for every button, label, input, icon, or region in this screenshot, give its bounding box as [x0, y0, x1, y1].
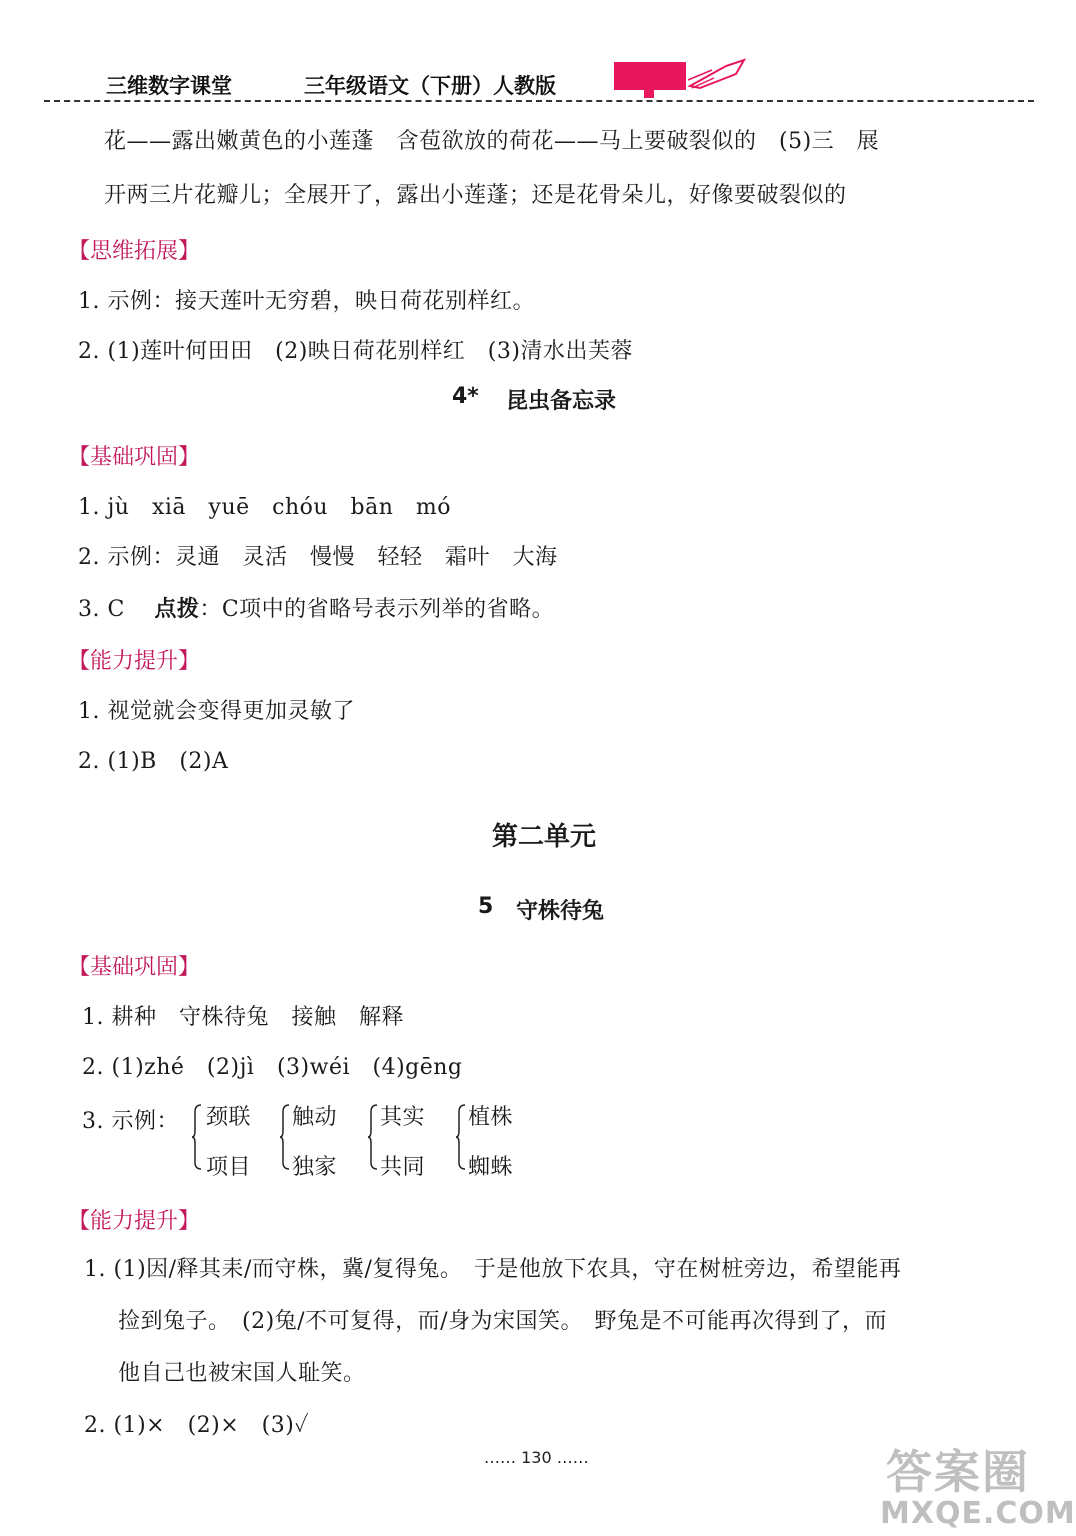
answer-line	[78, 592, 554, 623]
section-heading-ability: 【能力提升】	[68, 1209, 201, 1234]
word-pair-bottom: 项目	[206, 1155, 252, 1180]
header-book-title: 三年级语文（下册）人教版	[304, 74, 556, 98]
word-pair-bottom: 共同	[380, 1155, 426, 1180]
section-heading-thinking: 【思维拓展】	[68, 239, 201, 264]
word-pair-top: 颈联	[206, 1105, 252, 1130]
page-number: …… 130 ……	[484, 1448, 589, 1467]
monitor-logo-icon	[614, 62, 686, 90]
answer-line: 2. (1)莲叶何田田 (2)映日荷花别样红 (3)清水出芙蓉	[78, 339, 633, 364]
answer-line: 花——露出嫩黄色的小莲蓬 含苞欲放的荷花——马上要破裂似的 (5)三 展	[104, 129, 880, 154]
answer-line: 他自己也被宋国人耻笑。	[118, 1361, 366, 1386]
lesson-number: 4*	[452, 384, 479, 409]
monitor-stand-icon	[644, 90, 654, 98]
lesson-number: 5	[478, 894, 494, 919]
answer-line: 1. 耕种 守株待兔 接触 解释	[82, 1005, 404, 1030]
header-series-title: 三维数字课堂	[106, 74, 232, 98]
section-heading-basics: 【基础巩固】	[68, 955, 201, 980]
unit-title: 第二单元	[492, 822, 597, 852]
answer-line: 2. 示例：灵通 灵活 慢慢 轻轻 霜叶 大海	[78, 545, 558, 570]
brace-icon	[456, 1104, 466, 1170]
answer-line: 2. (1)B (2)A	[78, 749, 229, 774]
lesson-title: 守株待兔	[516, 899, 605, 924]
word-pair-top: 触动	[292, 1105, 338, 1130]
answer-line: 开两三片花瓣儿；全展开了，露出小莲蓬；还是花骨朵儿，好像要破裂似的	[104, 183, 847, 208]
hint-label: 点拨	[154, 597, 200, 622]
answer-line: 1. 示例：接天莲叶无穷碧，映日荷花别样红。	[78, 289, 535, 314]
answer-line: 1. jù xiā yuē chóu bān mó	[78, 495, 452, 520]
brace-icon	[368, 1104, 378, 1170]
answer-line: 1. (1)因/释其耒/而守株，冀/复得兔。 于是他放下农具，守在树桩旁边，希望能再	[84, 1257, 902, 1282]
watermark-logo: 答案圈	[886, 1445, 1030, 1499]
watermark-url: MXQE.COM	[880, 1496, 1076, 1531]
answer-line: 3. 示例：	[82, 1109, 179, 1134]
answer-line: 捡到兔子。 (2)兔/不可复得，而/身为宋国笑。 野兔是不可能再次得到了，而	[118, 1309, 887, 1334]
word-pair-bottom: 独家	[292, 1155, 338, 1180]
brace-icon	[280, 1104, 290, 1170]
word-pair-top: 植株	[468, 1105, 514, 1130]
section-heading-basics: 【基础巩固】	[68, 445, 201, 470]
rocket-icon	[686, 56, 748, 90]
answer-line: 2. (1)zhé (2)jì (3)wéi (4)gēng	[82, 1055, 463, 1080]
word-pair-top: 其实	[380, 1105, 426, 1130]
header-divider	[44, 100, 1034, 102]
answer-line: 1. 视觉就会变得更加灵敏了	[78, 699, 355, 724]
lesson-title: 昆虫备忘录	[506, 389, 617, 414]
hint-text: ：C项中的省略号表示列举的省略。	[199, 597, 555, 622]
brace-icon	[192, 1104, 202, 1170]
answer-choice: 3. C	[78, 597, 125, 622]
word-pair-bottom: 蜘蛛	[468, 1155, 514, 1180]
section-heading-ability: 【能力提升】	[68, 649, 201, 674]
answer-line: 2. (1)× (2)× (3)✓	[84, 1413, 310, 1438]
